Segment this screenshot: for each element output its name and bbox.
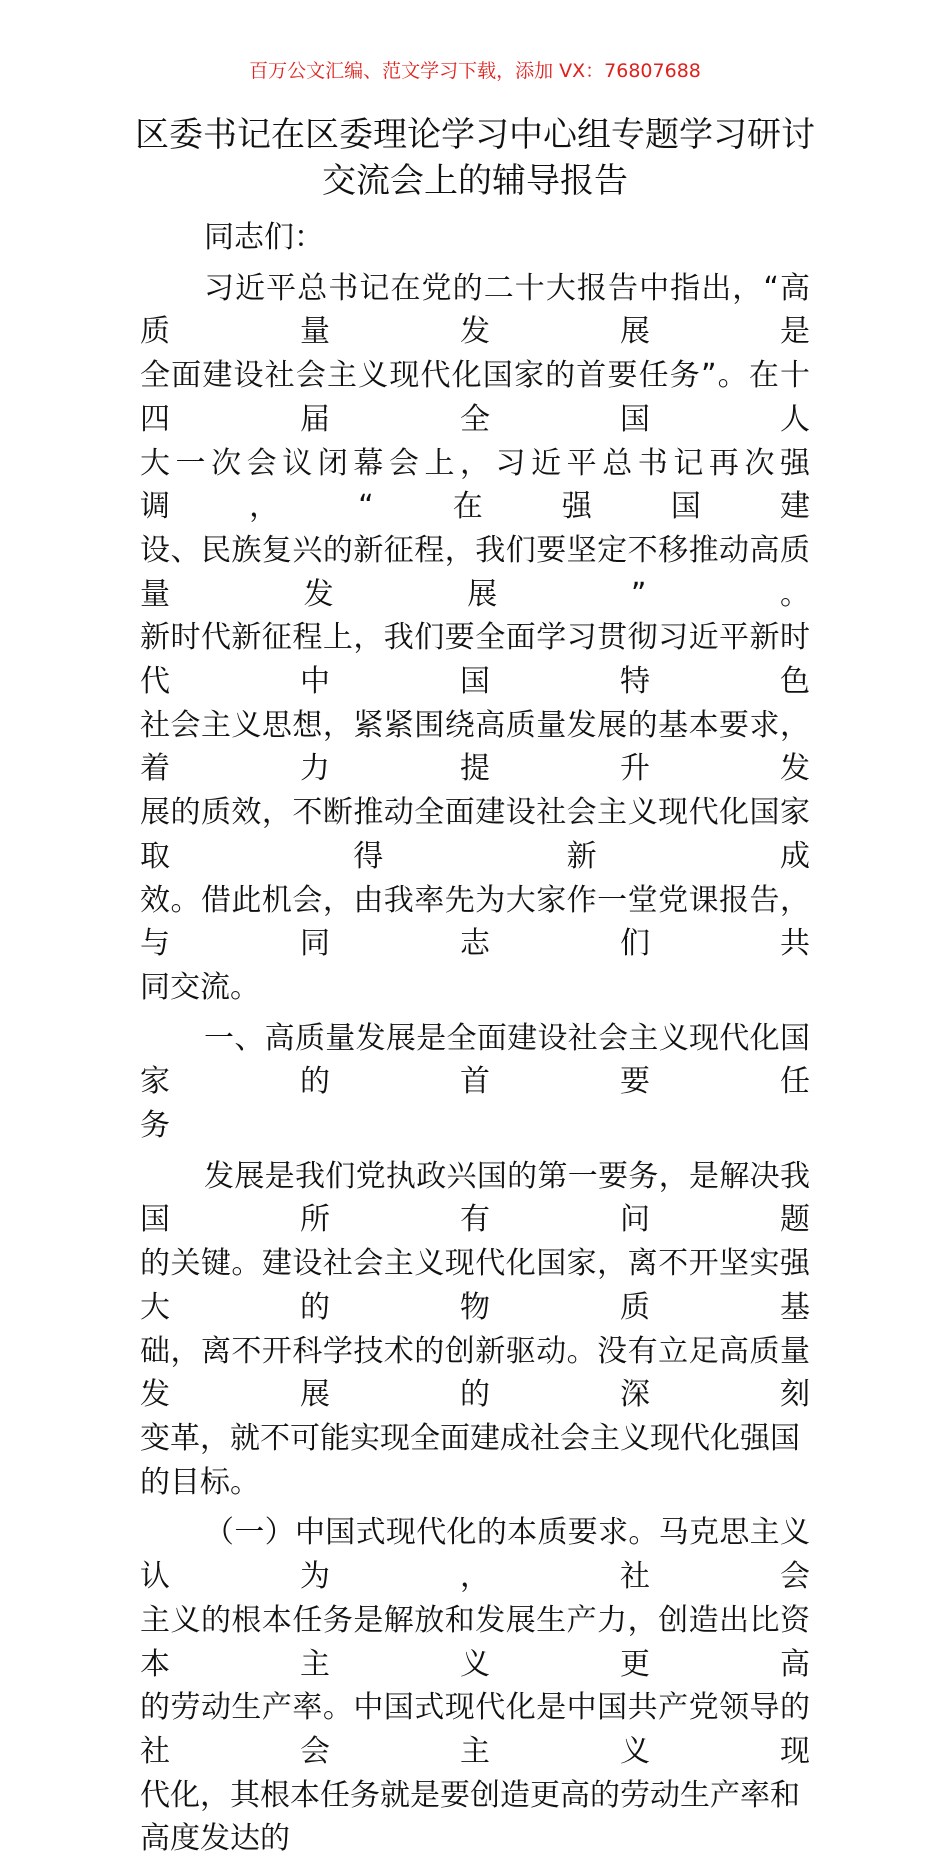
text-line: 习近平总书记在党的二十大报告中指出，“高质量发展是 [140, 270, 810, 350]
section-heading [140, 1017, 810, 1148]
text-line: 大一次会议闭幕会上，习近平总书记再次强调，“在强国建 [140, 445, 810, 525]
document-title [60, 112, 890, 204]
salutation [140, 216, 810, 260]
document-body [140, 216, 810, 1868]
text-line: 展的质效，不断推动全面建设社会主义现代化国家取得新成 [140, 795, 810, 874]
title-line: 区委书记在区委理论学习中心组专题学习研讨 [135, 115, 815, 155]
text-line: 一、高质量发展是全面建设社会主义现代化国家的首要任 [140, 1020, 810, 1100]
header-banner: 百万公文汇编、范文学习下载，添加 VX：76807688 [249, 60, 701, 82]
text-line: 的关键。建设社会主义现代化国家，离不开坚实强大的物质基 [140, 1246, 810, 1325]
text-line: 础，离不开科学技术的创新驱动。没有立足高质量发展的深刻 [140, 1333, 810, 1413]
title-line: 交流会上的辅导报告 [322, 161, 628, 201]
text-line: 全面建设社会主义现代化国家的首要任务”。在十四届全国人 [140, 358, 810, 437]
paragraph [140, 267, 810, 1010]
text-line: 发展是我们党执政兴国的第一要务，是解决我国所有问题 [140, 1158, 810, 1238]
text-line: 的劳动生产率。中国式现代化是中国共产党领导的社会主义现 [140, 1690, 810, 1769]
text-line: 主义的根本任务是解放和发展生产力，创造出比资本主义更高 [140, 1602, 810, 1682]
text-line: 新时代新征程上，我们要全面学习贯彻习近平新时代中国特色 [140, 620, 810, 700]
text-line: 务 [140, 1108, 170, 1144]
paragraph [140, 1155, 810, 1505]
paragraph [140, 1511, 810, 1861]
text-line: 同交流。 [140, 969, 260, 1005]
text-line: 社会主义思想，紧紧围绕高质量发展的基本要求，着力提升发 [140, 707, 810, 787]
text-line: 效。借此机会，由我率先为大家作一堂党课报告，与同志们共 [140, 882, 810, 962]
text-line: 设、民族复兴的新征程，我们要坚定不移推动高质量发展”。 [140, 532, 810, 612]
text-line: （一）中国式现代化的本质要求。马克思主义认为，社会 [140, 1515, 810, 1595]
text-line: 变革，就不可能实现全面建成社会主义现代化强国的目标。 [140, 1420, 800, 1500]
text-line: 代化，其根本任务就是要创造更高的劳动生产率和高度发达的 [140, 1777, 800, 1857]
text-line: 同志们： [204, 220, 324, 255]
